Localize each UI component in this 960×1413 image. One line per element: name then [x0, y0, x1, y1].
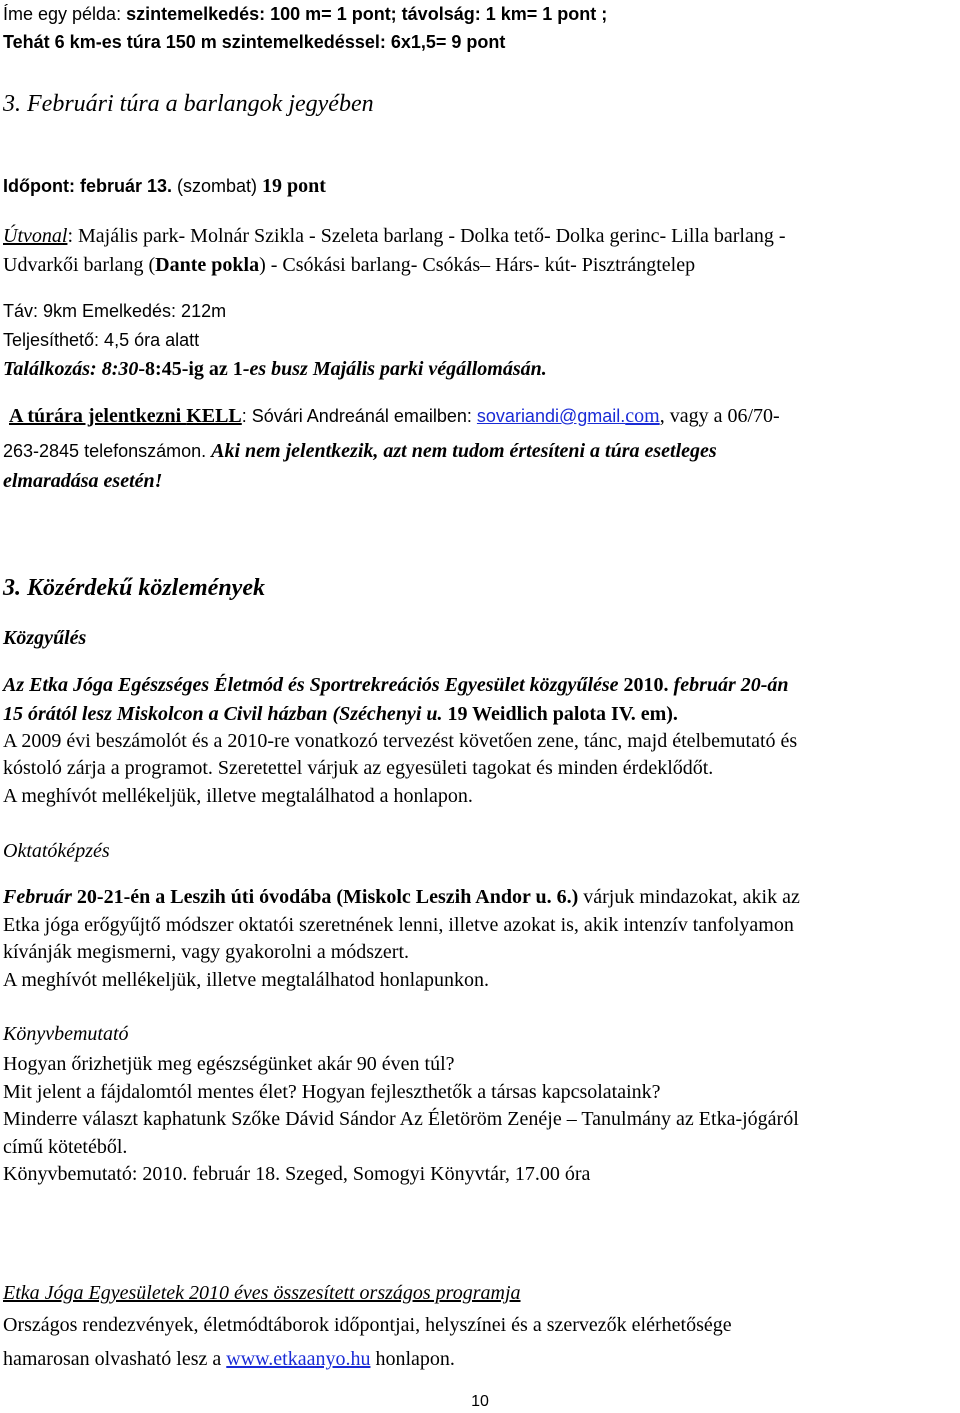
date-points: 19 pont — [257, 175, 326, 197]
book-line-2: Mit jelent a fájdalomtól mentes élet? Hogyan fejleszthetők a társas kapcsolataink? — [3, 1081, 661, 1103]
route-highlight: Dante pokla — [155, 254, 260, 276]
program-line-2 — [3, 1348, 455, 1371]
assembly-text: 2010. — [623, 674, 674, 696]
assembly-line-3: A 2009 évi beszámolót és a 2010-re vonatkozó tervezést követően zene, tánc, majd ételbemutató és — [3, 730, 798, 752]
date-day: (szombat) — [172, 176, 258, 196]
route-text: : Majális park- Molnár Szikla - Szeleta barlang - Dolka tető- Dolka gerinc- Lilla barlang - — [67, 225, 786, 247]
training-text: várjuk mindazokat, akik az — [578, 886, 800, 908]
announcements-heading: 3. Közérdekű közlemények — [3, 575, 265, 601]
signup-must: KELL — [186, 405, 242, 427]
signup-phone: 263-2845 telefonszámon. — [3, 441, 212, 461]
program-text: honlapon. — [370, 1348, 455, 1370]
route-text: Udvarkői barlang ( — [3, 254, 156, 276]
signup-line-2 — [3, 440, 717, 463]
book-line-1: Hogyan őrizhetjük meg egészségünket akár 90 éven túl? — [3, 1053, 455, 1075]
email-link-domain[interactable]: com — [625, 405, 660, 427]
assembly-title: Közgyűlés — [3, 627, 87, 649]
training-text: Február — [3, 886, 77, 908]
program-line-1: Országos rendezvények, életmódtáborok időpontjai, helyszínei és a szervezők elérhetősége — [3, 1314, 732, 1336]
training-line-4: A meghívót mellékeljük, illetve megtalálhatod honlapunkon. — [3, 969, 490, 991]
signup-warning-end: elmaradása esetén! — [3, 470, 163, 492]
assembly-line-5: A meghívót mellékeljük, illetve megtalálhatod a honlapon. — [3, 785, 473, 807]
date-label: Időpont: február 13. — [3, 176, 173, 196]
book-line-5: Könyvbemutató: 2010. február 18. Szeged, Somogyi Könyvtár, 17.00 óra — [3, 1163, 591, 1185]
training-text: 20-21-én a Leszih úti óvodába (Miskolc Leszih Andor u. 6.) — [76, 886, 579, 908]
assembly-text: 15 órától lesz Miskolcon a Civil házban (Széchenyi u. — [3, 703, 448, 725]
tour-date — [3, 175, 326, 198]
training-line-1 — [3, 886, 800, 909]
tour-meeting — [3, 358, 547, 381]
intro-text: Íme egy példa: — [3, 4, 127, 24]
program-title: Etka Jóga Egyesületek 2010 éves összesített országos programja — [3, 1282, 521, 1304]
program-text: hamarosan olvasható lesz a — [3, 1348, 227, 1370]
meeting-text: -es busz Majális parki végállomásán. — [242, 358, 547, 380]
assembly-text: február 20-án — [673, 674, 789, 696]
assembly-line-4: kóstoló zárja a programot. Szeretettel várjuk az egyesületi tagokat és minden érdeklődőt. — [3, 757, 714, 779]
signup-text: : Sóvári Andreánál emailben: — [241, 406, 477, 426]
website-link[interactable]: www.etkaanyo.hu — [226, 1348, 371, 1370]
intro-line-1 — [3, 4, 607, 25]
signup-label: A túrára jelentkezni — [9, 405, 187, 427]
book-line-4: című kötetéből. — [3, 1136, 128, 1158]
page-number: 10 — [471, 1393, 489, 1410]
intro-scoring-rule: szintemelkedés: 100 m= 1 pont; távolság: 1 km= 1 pont ; — [126, 4, 608, 24]
intro-line-2: Tehát 6 km-es túra 150 m szintemelkedéssel: 6x1,5= 9 pont — [3, 32, 506, 52]
training-title: Oktatóképzés — [3, 840, 110, 862]
meeting-text: Találkozás: 8:30 — [3, 358, 139, 380]
route-text: ) - Csókási barlang- Csókás– Hárs- kút- Pisztrángtelep — [259, 254, 696, 276]
assembly-text: Az Etka Jóga Egészséges Életmód és Sportrekreációs Egyesület közgyűlése — [3, 674, 624, 696]
assembly-line-1 — [3, 674, 789, 697]
route-label: Útvonal — [3, 225, 68, 247]
email-link[interactable]: sovariandi@gmail. — [476, 406, 626, 426]
signup-phone-start: , vagy a 06/70- — [659, 405, 780, 427]
tour-duration: Teljesíthető: 4,5 óra alatt — [3, 330, 200, 350]
assembly-text: 19 Weidlich palota IV. em). — [447, 703, 678, 725]
meeting-text: -8:45-ig az 1 — [138, 358, 243, 380]
book-title: Könyvbemutató — [3, 1023, 129, 1045]
signup-line-1 — [9, 405, 780, 428]
training-line-2: Etka jóga erőgyűjtő módszer oktatói szeretnének lenni, illetve azokat is, akik intenzív tanfolyamon — [3, 914, 794, 936]
route-line-2 — [3, 254, 695, 277]
tour-heading: 3. Februári túra a barlangok jegyében — [3, 91, 374, 117]
book-line-3: Minderre választ kaphatunk Szőke Dávid Sándor Az Életöröm Zenéje – Tanulmány az Etka-jógáról — [3, 1108, 799, 1130]
training-line-3: kívánják megismerni, vagy gyakorolni a módszert. — [3, 941, 410, 963]
route-line-1 — [3, 225, 786, 248]
tour-distance: Táv: 9km Emelkedés: 212m — [3, 301, 227, 321]
assembly-line-2 — [3, 703, 678, 726]
signup-warning: Aki nem jelentkezik, azt nem tudom értesíteni a túra esetleges — [211, 440, 717, 462]
